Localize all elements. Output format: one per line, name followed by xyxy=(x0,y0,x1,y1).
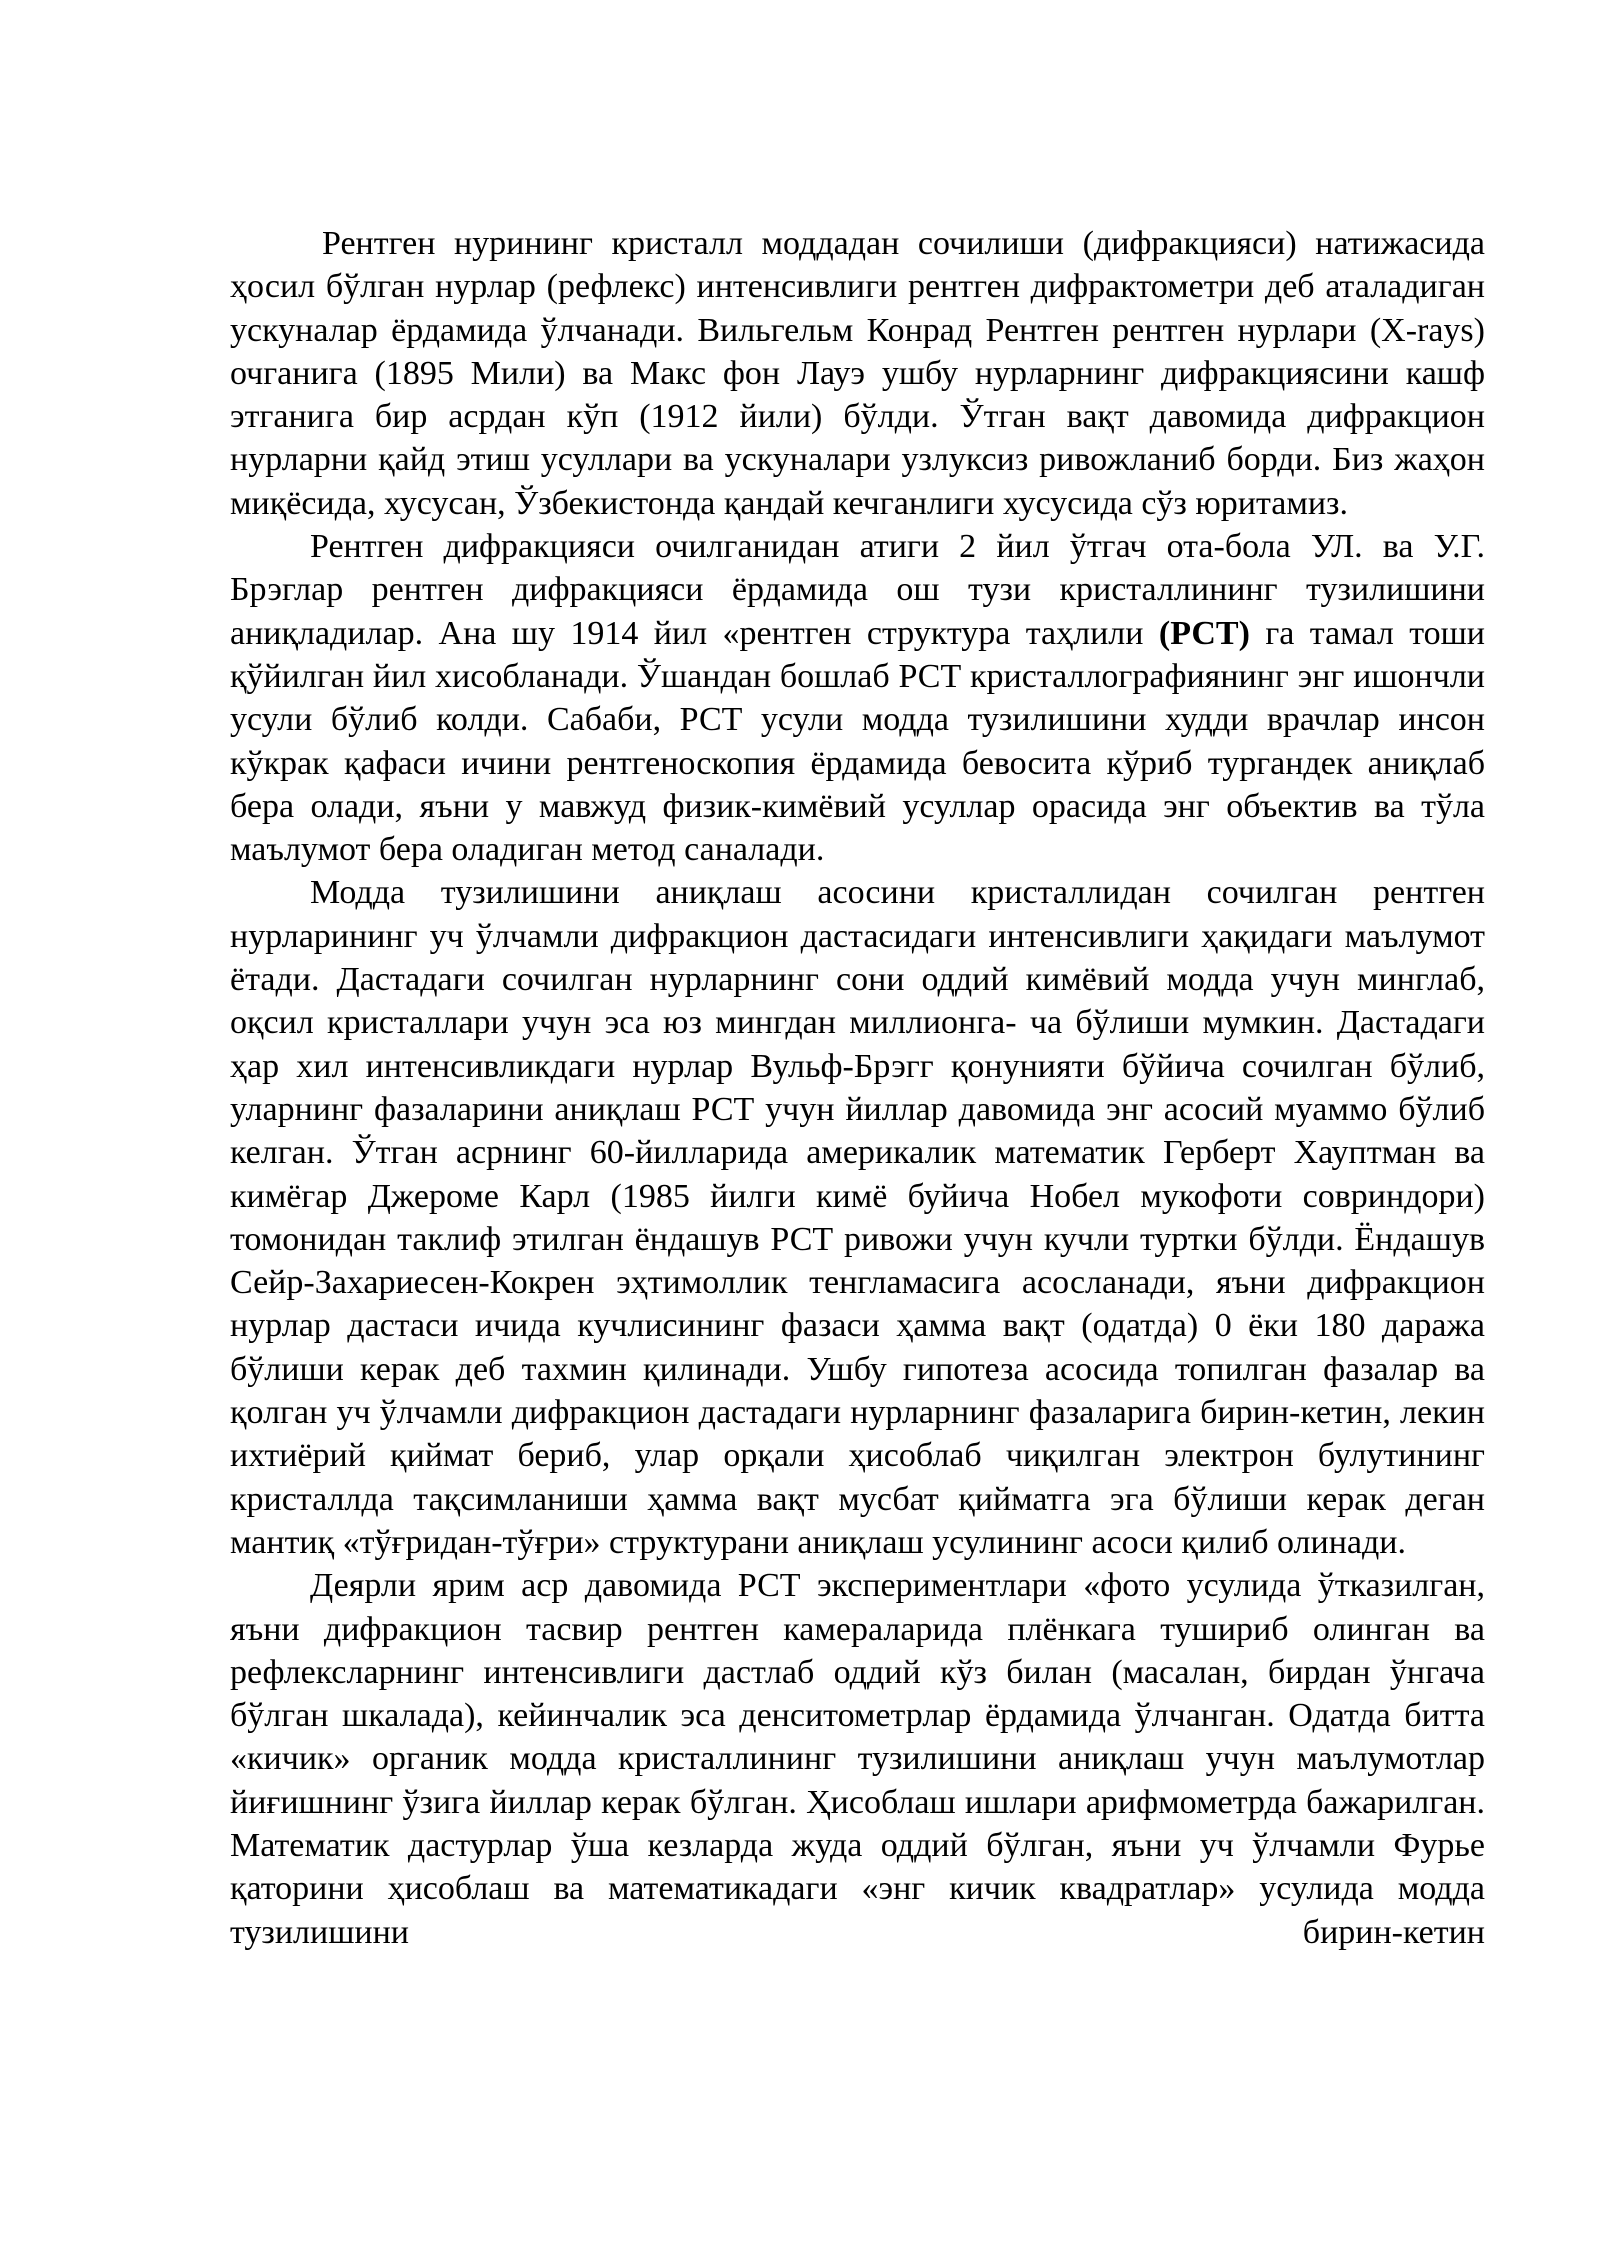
paragraph-2-text-b: га тамал тоши қўйилган йил хисобланади. Ўшандан бошлаб РСТ кристаллографиянинг энг ишончли усули бўлиб колди. Сабаби, РСТ усули модда тузилишини худди врачлар инсон кўкрак қафаси ичини рентгеноскопия ёрдамида бевосита кўриб тургандек аниқлаб бера олади, яъни у мавжуд физик-кимёвий усуллар орасида энг объектив ва тўла маълумот бера оладиган метод саналади. xyxy=(230,614,1485,869)
rst-abbreviation: (РСТ) xyxy=(1158,614,1250,652)
paragraph-3-text: Модда тузилишини аниқлаш асосини кристаллидан сочилган рентген нурларининг уч ўлчамли дифракцион дастасидаги интенсивлиги ҳақидаги маълумот ётади. Дастадаги сочилган нурларнинг сони оддий кимёвий модда учун минглаб, оқсил кристаллари учун эса юз мингдан миллионга- ча бўлиши мумкин. Дастадаги ҳар хил интенсивликдаги нурлар Вульф-Брэгг қонунияти бўйича сочилган бўлиб, уларнинг фазаларини аниқлаш РСТ учун йиллар давомида энг асосий муаммо бўлиб келган. Ўтган асрнинг 60-йилларида америкалик математик Герберт Хауптман ва кимёгар Джероме Карл (1985 йилги кимё буйича Нобел мукофоти совриндори) томонидан таклиф этилган ёндашув РСТ ривожи учун кучли туртки бўлди. Ёндашув Сейр-Захариесен-Кокрен эҳтимоллик тенгламасига асосланади, яъни дифракцион нурлар дастаси ичида кучлисининг фазаси ҳамма вақт (одатда) 0 ёки 180 даража бўлиши керак деб тахмин қилинади. Ушбу гипотеза асосида топилган фазалар ва қолган уч ўлчамли дифракцион дастадаги нурларнинг фазаларига бирин-кетин, лекин ихтиёрий қиймат бериб, улар орқали ҳисоблаб чиқилган электрон булутининг кристаллда тақсимланиши ҳамма вақт мусбат қийматга эга бўлиши керак деган мантиқ «тўғридан-тўғри» структурани аниқлаш усулининг асоси қилиб олинади. xyxy=(230,874,1485,1561)
paragraph-2-text-a: Рентген дифракцияси очилганидан атиги 2 йил ўтгач ота-бола УЛ. ва У.Г. Брэглар рентген дифракцияси ёрдамида ош тузи кристаллининг тузилишини аниқладилар. Ана шу 1914 йил «рентген структура таҳлили xyxy=(230,528,1485,652)
paragraph-1-text: Рентген нурининг кристалл моддадан сочилиши (дифракцияси) натижасида ҳосил бўлган нурлар (рефлекс) интенсивлиги рентген дифрактометри деб аталадиган ускуналар ёрдамида ўлчанади. Вильгельм Конрад Рентген рентген нурлари (X-rays) очганига (1895 Мили) ва Макс фон Лауэ ушбу нурларнинг дифракциясини кашф этганига бир асрдан кўп (1912 йили) бўлди. Ўтган вақт давомида дифракцион нурларни қайд этиш усуллари ва ускуналари узлуксиз ривожланиб борди. Биз жаҳон миқёсида, хусусан, Ўзбекистонда қандай кечганлиги хусусида сўз юритамиз. xyxy=(230,225,1485,522)
paragraph-3 xyxy=(230,871,1485,1564)
paragraph-1 xyxy=(230,222,1485,525)
paragraph-4-text: Деярли ярим аср давомида РСТ экспериментлари «фото усулида ўтказилган, яъни дифракцион тасвир рентген камераларида плёнкага тушириб олинган ва рефлексларнинг интенсивлиги дастлаб оддий кўз билан (масалан, бирдан ўнгача бўлган шкалада), кейинчалик эса денситометрлар ёрдамида ўлчанган. Одатда битта «кичик» органик модда кристаллининг тузилишини аниқлаш учун маълумотлар йиғишнинг ўзига йиллар керак бўлган. Ҳисоблаш ишлари арифмометрда бажарилган. Математик дастурлар ўша кезларда жуда оддий бўлган, яъни уч ўлчамли Фурье қаторини ҳисоблаш ва математикадаги «энг кичик квадратлар» усулида модда тузилишини бирин-кетин xyxy=(230,1567,1485,1951)
paragraph-4 xyxy=(230,1564,1485,1954)
paragraph-2 xyxy=(230,525,1485,871)
document-page xyxy=(230,222,1485,1954)
